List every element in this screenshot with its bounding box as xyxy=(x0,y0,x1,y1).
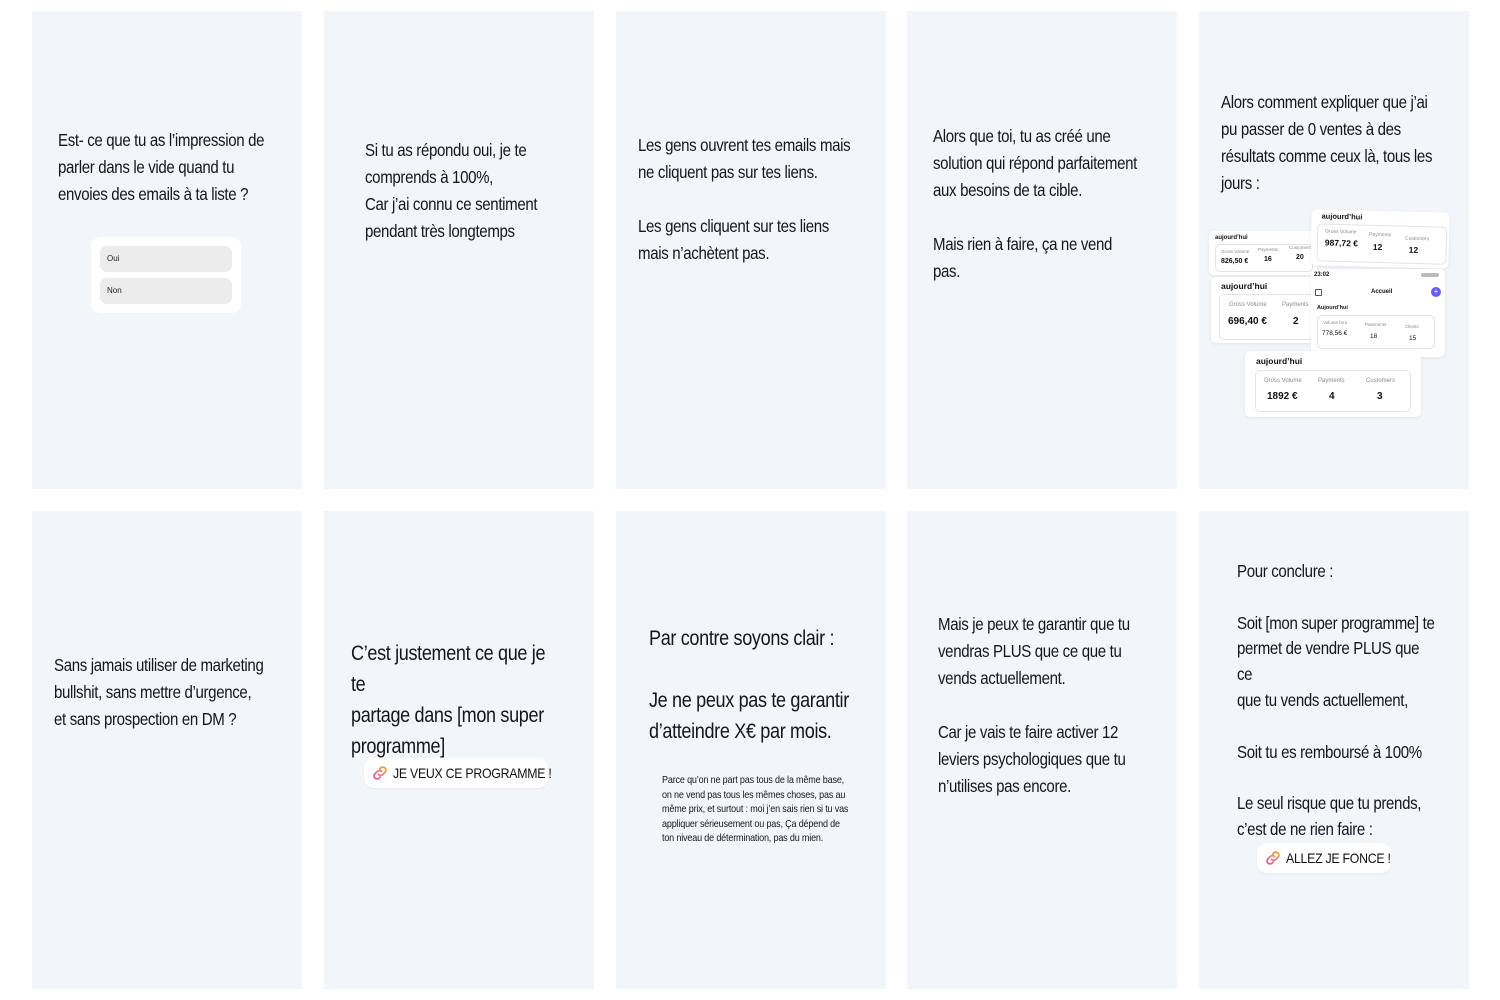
story-text: Est- ce que tu as l’impression de parler dans le vide quand tu envoies des emails à ta liste ? xyxy=(58,130,265,204)
poll-option-oui[interactable]: Oui xyxy=(100,246,232,272)
calendar-icon xyxy=(1315,289,1322,296)
link-sticker-program[interactable] xyxy=(364,758,552,788)
story-text: Alors comment expliquer que j’ai pu passer de 0 ventes à des résultats comme ceux là, tous les jours : xyxy=(1221,92,1433,193)
link-label: JE VEUX CE PROGRAMME ! xyxy=(393,765,552,781)
stat-value: 778,56 € xyxy=(1322,330,1348,337)
story-footnote: Parce qu’on ne part pas tous de la même base, on ne vend pas tous les mêmes choses, pas au même prix, et surtout : moi j’en sais rien si tu vas appliquer sérieusement ou pas, Ça dépend de ton niveau de détermination, pas du mien. xyxy=(662,774,849,844)
story-card-8 xyxy=(616,511,886,989)
stats-widget xyxy=(1209,231,1317,275)
story-text: Les gens ouvrent tes emails mais ne cliquent pas sur tes liens. Les gens cliquent sur tes liens mais n’achètent pas. xyxy=(638,135,851,263)
poll-sticker xyxy=(91,237,241,313)
story-card-7 xyxy=(324,511,594,989)
link-label: ALLEZ JE FONCE ! xyxy=(1286,850,1391,866)
stat-label: Paiements xyxy=(1365,322,1387,327)
story-card-2 xyxy=(324,11,594,489)
stat-value: 18 xyxy=(1370,333,1378,340)
stat-value: 3 xyxy=(1377,391,1383,402)
stats-widget xyxy=(1211,277,1321,343)
stat-label: Payments xyxy=(1258,247,1279,252)
story-card-1 xyxy=(32,11,302,489)
stat-label: Gross Volume xyxy=(1229,302,1267,308)
stat-label: Customers xyxy=(1366,378,1396,384)
story-card-10 xyxy=(1199,511,1469,989)
stat-label: Payments xyxy=(1369,231,1392,239)
stat-label: Customers xyxy=(1289,245,1311,250)
stat-value: 987,72 € xyxy=(1324,237,1359,249)
screen-header: Accueil xyxy=(1371,289,1393,295)
status-time: 23:02 xyxy=(1314,272,1330,278)
story-card-3 xyxy=(616,11,886,489)
story-text: Mais je peux te garantir que tu vendras PLUS que ce que tu vends actuellement. Car je vais te faire activer 12 leviers psychologiques que tu n’utilises pas encore. xyxy=(938,614,1130,796)
story-text: Alors que toi, tu as créé une solution qui répond parfaitement aux besoins de ta cible. Mais rien à faire, ça ne vend pas. xyxy=(933,126,1138,281)
widget-title: aujourd’hui xyxy=(1215,235,1248,241)
story-text: Si tu as répondu oui, je te comprends à 100%, Car j’ai connu ce sentiment pendant très longtemps xyxy=(365,140,538,241)
stat-value: 2 xyxy=(1293,316,1299,327)
phone-screenshot-widget xyxy=(1311,269,1445,357)
add-icon: + xyxy=(1431,287,1441,297)
story-text: Sans jamais utiliser de marketing bullshit, sans mettre d’urgence, et sans prospection en DM ? xyxy=(54,655,264,729)
story-text: Pour conclure : Soit [mon super programme] te permet de vendre PLUS que ce que tu vends actuellement, Soit tu es remboursé à 100% Le seul risque que tu prends, c’est de ne rien faire : xyxy=(1237,561,1435,839)
stat-label: Gross Volume xyxy=(1264,378,1302,384)
stat-label: Gross Volume xyxy=(1221,249,1250,254)
stat-label: Payments xyxy=(1318,378,1345,384)
stat-value: 16 xyxy=(1264,256,1272,263)
widget-title: aujourd’hui xyxy=(1321,211,1363,222)
story-card-6 xyxy=(32,511,302,989)
story-text: C’est justement ce que je te partage dans [mon super programme] xyxy=(351,642,546,758)
widget-title: aujourd’hui xyxy=(1221,281,1268,291)
story-text: Par contre soyons clair : Je ne peux pas te garantir d’atteindre X€ par mois. xyxy=(649,627,849,743)
stat-value: 696,40 € xyxy=(1228,316,1267,327)
status-icons xyxy=(1421,273,1439,277)
stat-value: 12 xyxy=(1408,244,1419,256)
widget-title: aujourd’hui xyxy=(1256,356,1303,366)
link-icon xyxy=(1264,849,1282,867)
stat-value: 1892 € xyxy=(1267,391,1298,402)
stats-widget xyxy=(1245,351,1421,417)
link-sticker-go[interactable] xyxy=(1257,843,1391,873)
stat-value: 12 xyxy=(1372,241,1383,253)
poll-option-non[interactable]: Non xyxy=(100,278,232,304)
stat-value: 20 xyxy=(1296,254,1304,261)
story-card-9 xyxy=(907,511,1177,989)
stat-value: 15 xyxy=(1409,335,1417,342)
stats-widget xyxy=(1310,209,1449,269)
stat-label: Gross Volume xyxy=(1325,228,1357,236)
widget-title: Aujourd’hui xyxy=(1317,305,1348,311)
stat-value: 4 xyxy=(1329,391,1335,402)
stat-label: Volume brut xyxy=(1323,320,1348,325)
link-icon xyxy=(371,764,389,782)
stat-value: 826,50 € xyxy=(1221,258,1249,265)
story-card-5 xyxy=(1199,11,1469,489)
story-card-4 xyxy=(907,11,1177,489)
stat-label: Customers xyxy=(1404,235,1430,243)
stat-label: Payments xyxy=(1282,302,1309,308)
stat-label: Clients xyxy=(1405,324,1419,329)
